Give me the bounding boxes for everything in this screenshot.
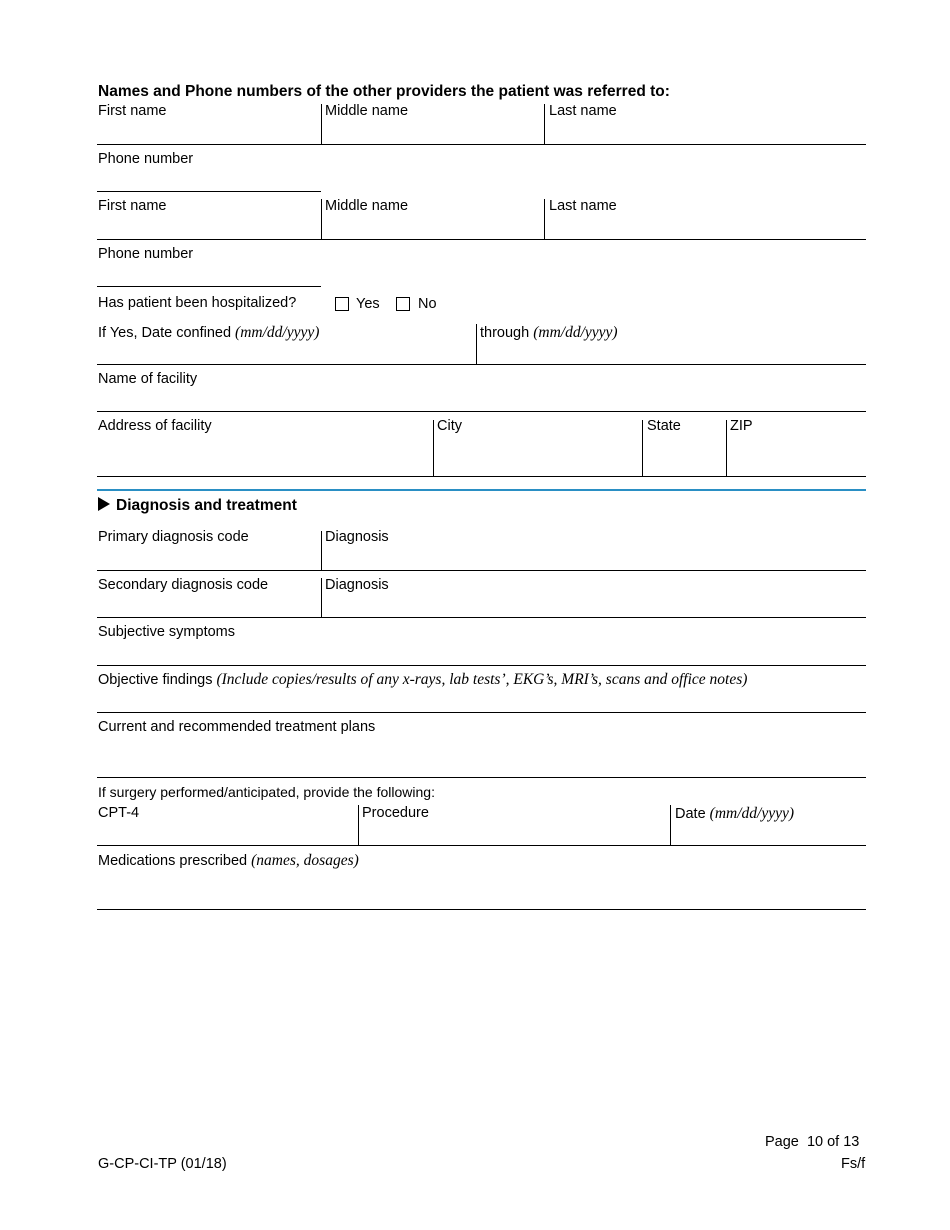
first-name-field-2[interactable]: [97, 193, 320, 238]
divider: [97, 364, 866, 365]
divider: [670, 805, 671, 846]
last-name-label-2: Last name: [549, 198, 617, 214]
phone-number-field-1[interactable]: [97, 146, 321, 190]
divider: [321, 531, 322, 571]
divider: [97, 777, 866, 778]
secondary-diagnosis-label: Diagnosis: [325, 577, 389, 593]
procedure-field[interactable]: [359, 805, 669, 845]
state-field[interactable]: [643, 420, 725, 475]
divider: [97, 476, 866, 477]
through-date-field[interactable]: [478, 322, 865, 364]
divider: [321, 199, 322, 239]
divider: [97, 286, 321, 287]
middle-name-field-1[interactable]: [322, 104, 543, 144]
hospitalized-no-checkbox[interactable]: [396, 297, 410, 311]
primary-code-field[interactable]: [97, 525, 320, 570]
divider: [97, 712, 866, 713]
divider: [726, 420, 727, 476]
date-confined-format: (mm/dd/yyyy): [235, 324, 320, 341]
divider: [476, 324, 477, 364]
footer-code: Fs/f: [841, 1156, 866, 1172]
date-confined-text: If Yes, Date confined: [98, 325, 232, 341]
zip-field[interactable]: [727, 420, 866, 475]
section-divider: [97, 489, 866, 491]
first-name-label-2: First name: [98, 198, 167, 214]
primary-diagnosis-field[interactable]: [322, 531, 866, 570]
diagnosis-heading-text: Diagnosis and treatment: [116, 497, 297, 514]
secondary-code-field[interactable]: [97, 572, 320, 617]
objective-findings-field[interactable]: [97, 667, 866, 711]
treatment-plans-field[interactable]: [97, 714, 866, 776]
surgery-date-field[interactable]: [671, 805, 866, 845]
last-name-field-1[interactable]: [546, 104, 866, 144]
divider: [97, 617, 866, 618]
divider: [97, 909, 866, 910]
facility-address-field[interactable]: [97, 413, 432, 475]
first-name-field-1[interactable]: [97, 104, 320, 144]
through-text: through: [480, 325, 530, 341]
divider: [433, 420, 434, 476]
middle-name-label-2: Middle name: [325, 198, 409, 214]
diagnosis-heading: [98, 497, 297, 515]
medications-text: Medications prescribed: [98, 853, 248, 869]
middle-name-label-1: Middle name: [325, 103, 409, 119]
divider: [97, 411, 866, 412]
surgery-date-text: Date: [675, 806, 706, 822]
page-label: Page: [765, 1134, 799, 1150]
cpt-field[interactable]: [97, 803, 357, 845]
facility-address-label: Address of facility: [98, 418, 212, 434]
divider: [97, 845, 866, 846]
divider: [97, 665, 866, 666]
divider: [321, 578, 322, 618]
state-label: State: [647, 418, 681, 434]
hospitalized-yes-checkbox[interactable]: [335, 297, 349, 311]
divider: [97, 144, 866, 145]
city-field[interactable]: [434, 420, 641, 475]
medications-note: (names, dosages): [251, 852, 359, 869]
facility-name-field[interactable]: [97, 366, 866, 410]
divider: [97, 570, 866, 571]
medications-field[interactable]: [97, 847, 866, 908]
city-label: City: [437, 418, 462, 434]
last-name-field-2[interactable]: [546, 199, 866, 238]
through-format: (mm/dd/yyyy): [533, 324, 618, 341]
divider: [642, 420, 643, 476]
subjective-symptoms-field[interactable]: [97, 619, 866, 664]
secondary-code-label: Secondary diagnosis code: [98, 577, 269, 593]
date-confined-field[interactable]: [97, 322, 475, 364]
cpt-label: CPT-4: [98, 805, 140, 821]
subjective-symptoms-label: Subjective symptoms: [98, 624, 235, 640]
primary-diagnosis-label: Diagnosis: [325, 529, 389, 545]
phone-number-field-2[interactable]: [97, 241, 321, 285]
divider: [321, 104, 322, 145]
triangle-right-icon: [98, 497, 110, 511]
divider: [97, 239, 866, 240]
primary-code-label: Primary diagnosis code: [98, 529, 249, 545]
divider: [97, 191, 321, 192]
last-name-label-1: Last name: [549, 103, 617, 119]
divider: [544, 104, 545, 145]
treatment-plans-label: Current and recommended treatment plans: [98, 719, 376, 735]
page-indicator: [765, 1134, 859, 1151]
middle-name-field-2[interactable]: [322, 199, 543, 238]
procedure-label: Procedure: [362, 805, 429, 821]
surgery-date-format: (mm/dd/yyyy): [709, 805, 795, 822]
phone-number-label-2: Phone number: [98, 246, 194, 262]
divider: [358, 805, 359, 846]
phone-number-label-1: Phone number: [98, 151, 194, 167]
objective-findings-text: Objective findings: [98, 672, 213, 688]
divider: [544, 199, 545, 239]
referrals-heading: Names and Phone numbers of the other providers the patient was referred to:: [98, 83, 670, 100]
hospitalized-no-label: No: [418, 296, 437, 312]
page-number: 10 of 13: [806, 1134, 860, 1150]
zip-label: ZIP: [730, 418, 753, 434]
surgery-intro-label: If surgery performed/anticipated, provide the following:: [98, 784, 435, 800]
first-name-label-1: First name: [98, 103, 167, 119]
secondary-diagnosis-field[interactable]: [322, 578, 866, 617]
form-id: G-CP-CI-TP (01/18): [98, 1156, 227, 1172]
hospitalized-yes-label: Yes: [356, 296, 380, 312]
facility-name-label: Name of facility: [98, 371, 198, 387]
objective-findings-note: (Include copies/results of any x-rays, lab tests’, EKG’s, MRI’s, scans and office notes): [216, 671, 748, 688]
hospitalized-question: Has patient been hospitalized?: [98, 295, 297, 311]
